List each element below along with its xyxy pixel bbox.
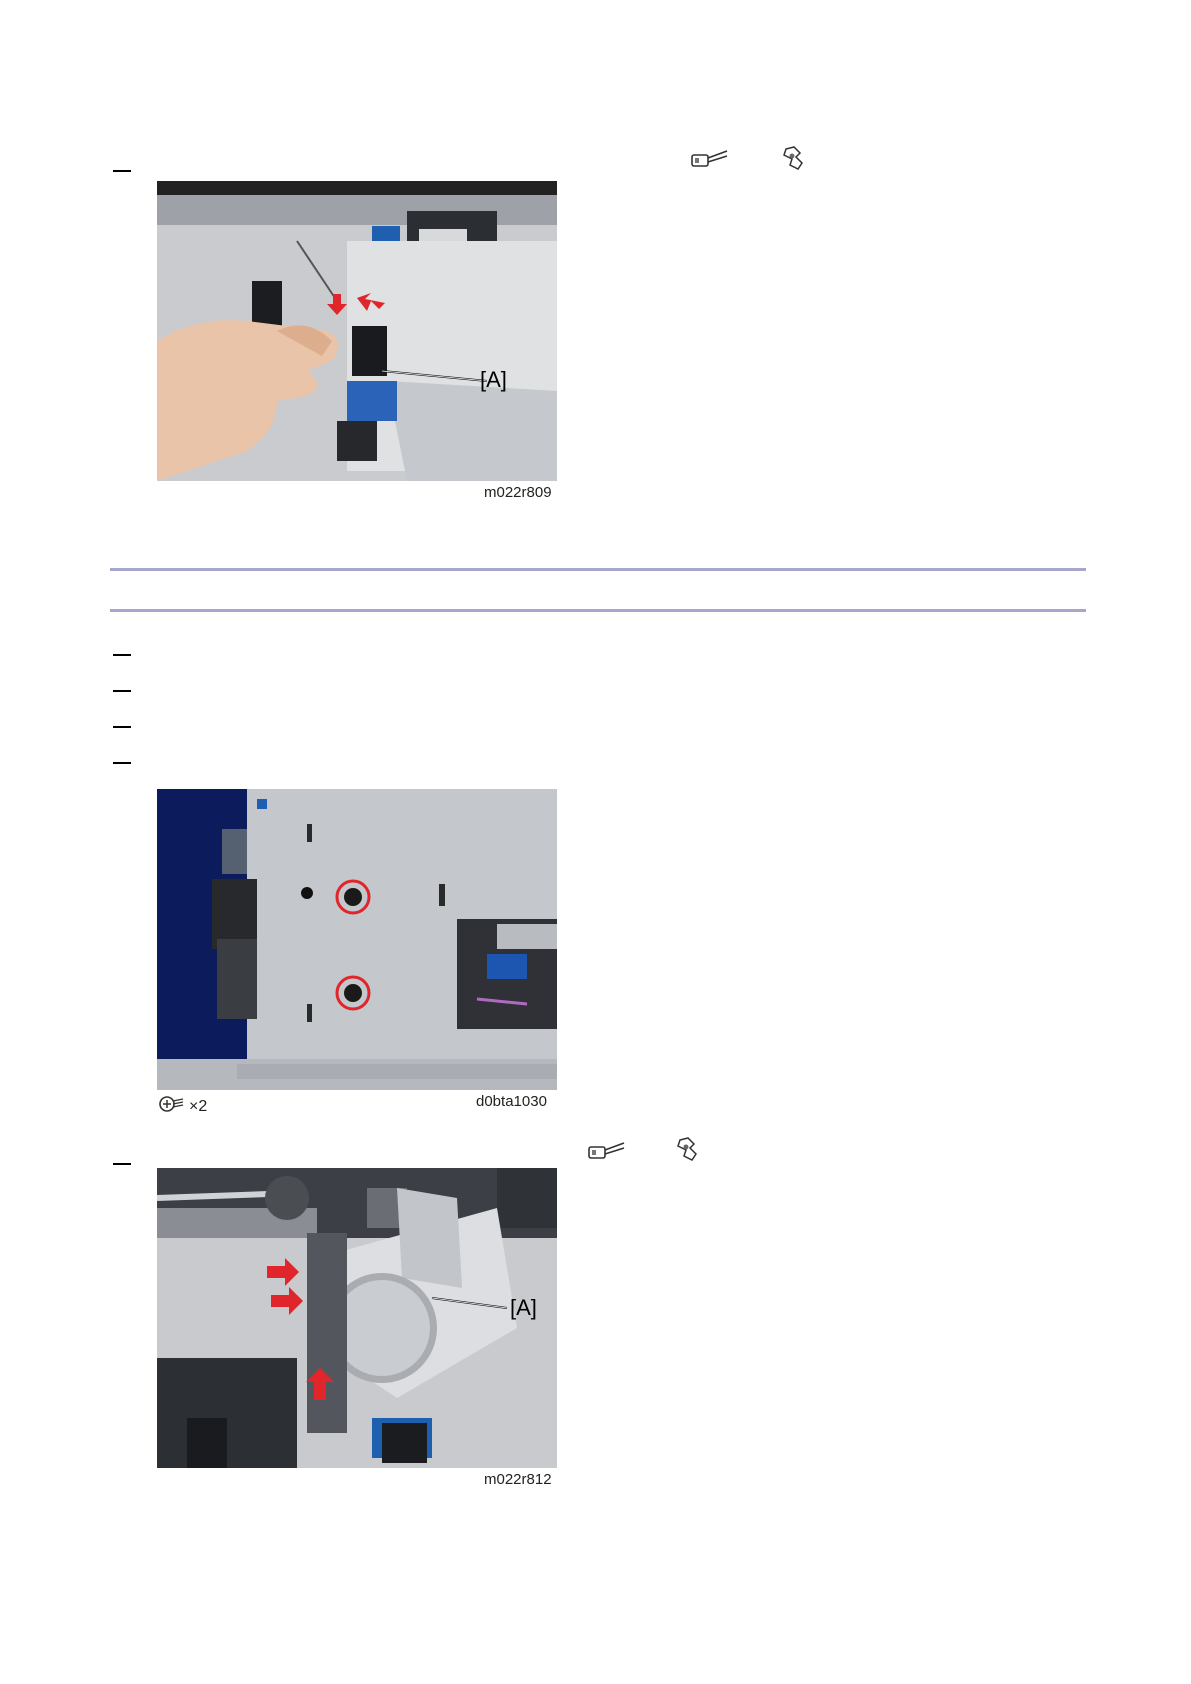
section-rule-bottom: [110, 609, 1086, 612]
connector-icon: [587, 1140, 627, 1169]
callout-label-a: [A]: [480, 367, 507, 392]
step-marker: [113, 654, 131, 656]
figure-photo-3: [157, 1168, 557, 1468]
clamp-icon: [674, 1136, 700, 1167]
figure-photo-1: [157, 181, 557, 481]
step-marker: [113, 1163, 131, 1165]
figure-caption-2: d0bta1030: [476, 1093, 547, 1110]
screw-count: ×2: [189, 1098, 208, 1115]
figure-photo-2: [157, 789, 557, 1090]
step-marker: [113, 726, 131, 728]
clamp-icon: [780, 145, 806, 176]
screw-icon: [158, 1093, 184, 1122]
callout-label-a: [A]: [510, 1295, 537, 1320]
connector-icon: [690, 148, 730, 177]
step-marker: [113, 762, 131, 764]
figure-caption-3: m022r812: [484, 1471, 552, 1488]
section-rule-top: [110, 568, 1086, 571]
step-marker: [113, 690, 131, 692]
figure-caption-1: m022r809: [484, 484, 552, 501]
step-marker: [113, 170, 131, 172]
